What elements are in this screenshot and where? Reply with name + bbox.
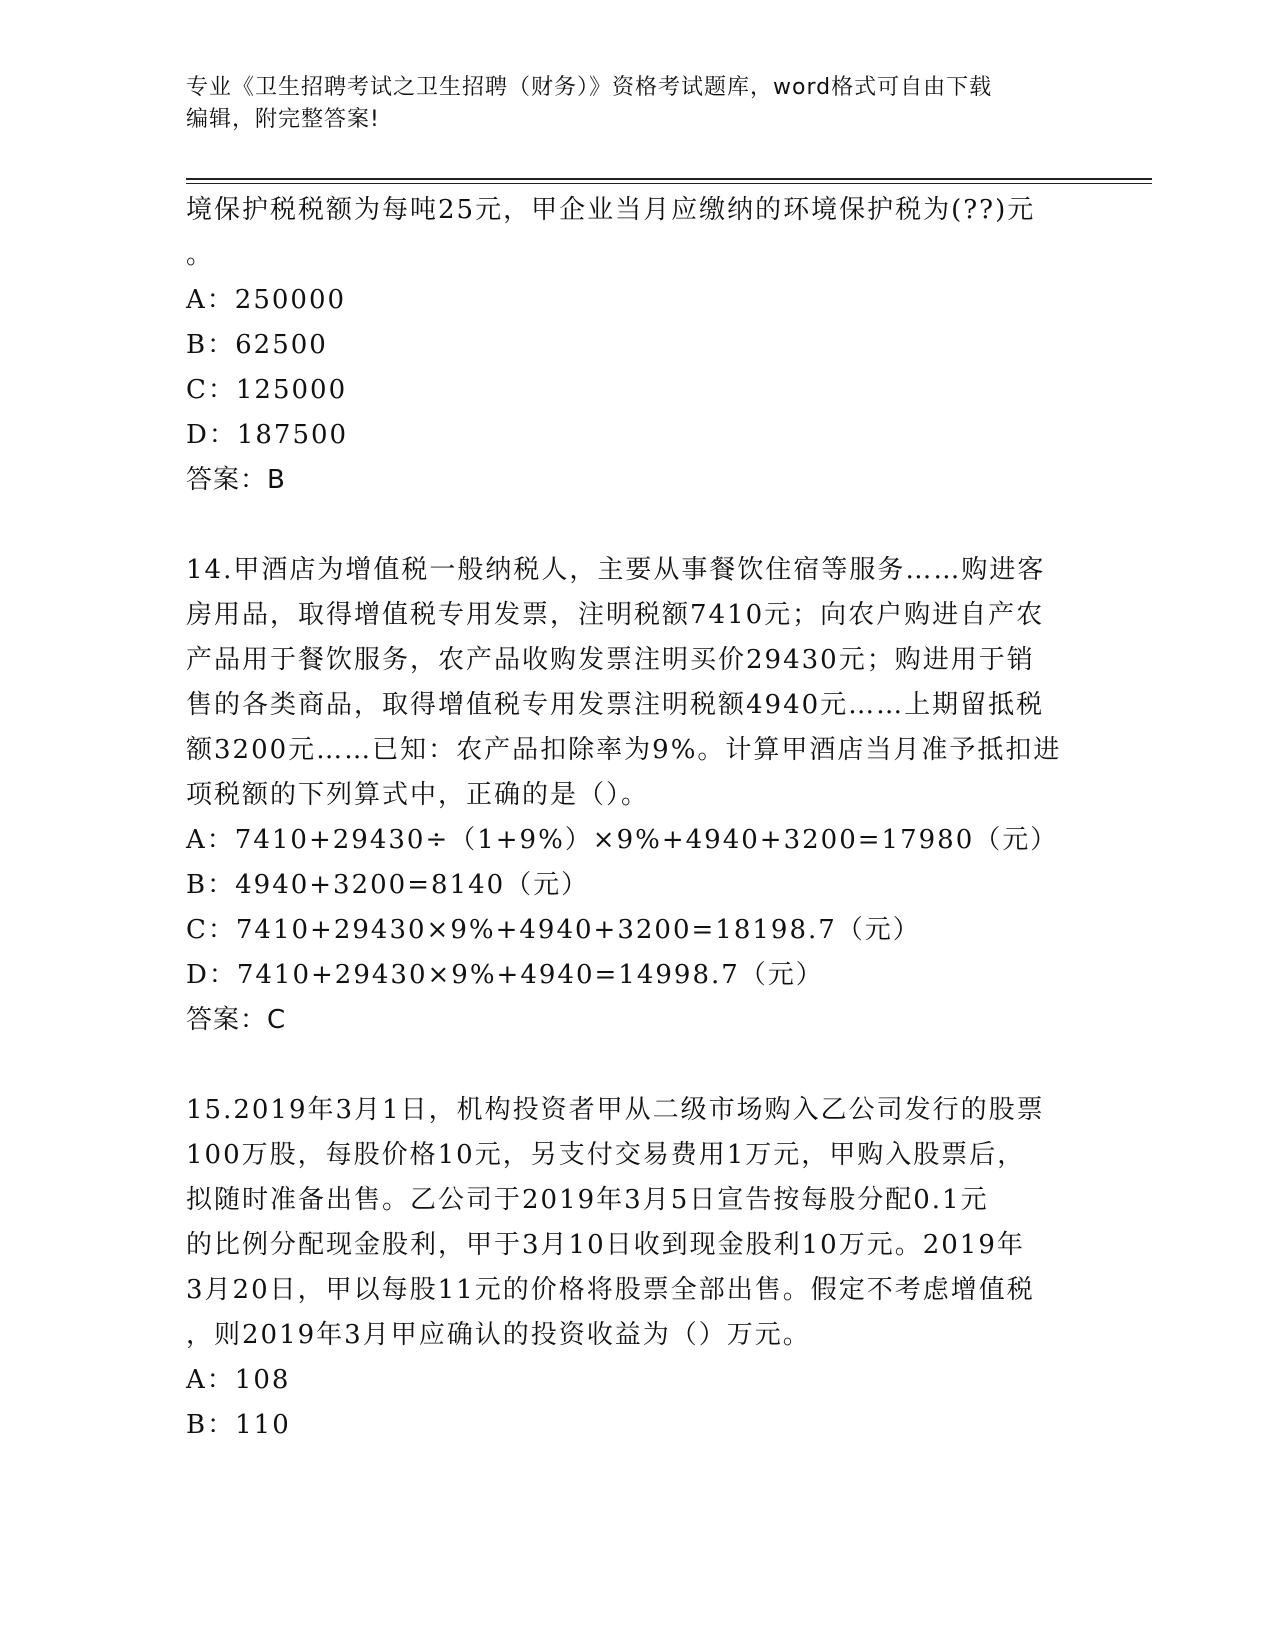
header-line-1: 专业《卫生招聘考试之卫生招聘（财务）》资格考试题库，word格式可自由下载	[186, 75, 993, 100]
question-stem-line: ，则2019年3月甲应确认的投资收益为（）万元。	[186, 1320, 811, 1350]
option-c: C：7410+29430×9%+4940+3200=18198.7（元）	[186, 915, 921, 945]
question-stem-line: 项税额的下列算式中，正确的是（）。	[186, 780, 650, 810]
document-body	[186, 188, 1086, 1448]
question-stem-line: 的比例分配现金股利，甲于3月10日收到现金股利10万元。2019年	[186, 1230, 1025, 1260]
question-stem-line: 额3200元……已知：农产品扣除率为9%。计算甲酒店当月准予抵扣进	[186, 735, 1062, 765]
option-b: B：110	[186, 1410, 291, 1440]
question-stem-line: 产品用于餐饮服务，农产品收购发票注明买价29430元；购进用于销	[186, 645, 1035, 675]
header-line-2: 编辑，附完整答案!	[186, 107, 380, 132]
answer-line: 答案：B	[186, 465, 286, 495]
option-d: D：187500	[186, 420, 349, 450]
question-stem-line: 境保护税税额为每吨25元，甲企业当月应缴纳的环境保护税为(??)元	[186, 195, 1036, 225]
option-a: A：7410+29430÷（1+9%）×9%+4940+3200=17980（元）	[186, 825, 1059, 855]
question-stem-line: 3月20日，甲以每股11元的价格将股票全部出售。假定不考虑增值税	[186, 1275, 1035, 1305]
header-rule-thick	[186, 178, 1152, 180]
question-stem-line: 房用品，取得增值税专用发票，注明税额7410元；向农户购进自产农	[186, 600, 1045, 630]
option-d: D：7410+29430×9%+4940=14998.7（元）	[186, 960, 824, 990]
question-14	[186, 548, 1086, 1043]
question-stem-line: 拟随时准备出售。乙公司于2019年3月5日宣告按每股分配0.1元	[186, 1185, 989, 1215]
option-c: C：125000	[186, 375, 348, 405]
option-b: B：62500	[186, 330, 328, 360]
document-header	[186, 72, 1086, 136]
answer-line: 答案：C	[186, 1005, 287, 1035]
option-a: A：250000	[186, 285, 347, 315]
spacer	[186, 1043, 1086, 1088]
option-b: B：4940+3200=8140（元）	[186, 870, 590, 900]
header-rule-thin	[186, 183, 1152, 184]
question-13	[186, 188, 1086, 503]
question-stem-line: 15.2019年3月1日，机构投资者甲从二级市场购入乙公司发行的股票	[186, 1095, 1045, 1125]
question-stem-line: 14.甲酒店为增值税一般纳税人，主要从事餐饮住宿等服务……购进客	[186, 555, 1046, 585]
question-stem-line: 100万股，每股价格10元，另支付交易费用1万元，甲购入股票后，	[186, 1140, 1026, 1170]
question-stem-line: 售的各类商品，取得增值税专用发票注明税额4940元……上期留抵税	[186, 690, 1045, 720]
option-a: A：108	[186, 1365, 291, 1395]
question-15	[186, 1088, 1086, 1448]
spacer	[186, 503, 1086, 548]
question-stem-line: 。	[186, 240, 215, 270]
